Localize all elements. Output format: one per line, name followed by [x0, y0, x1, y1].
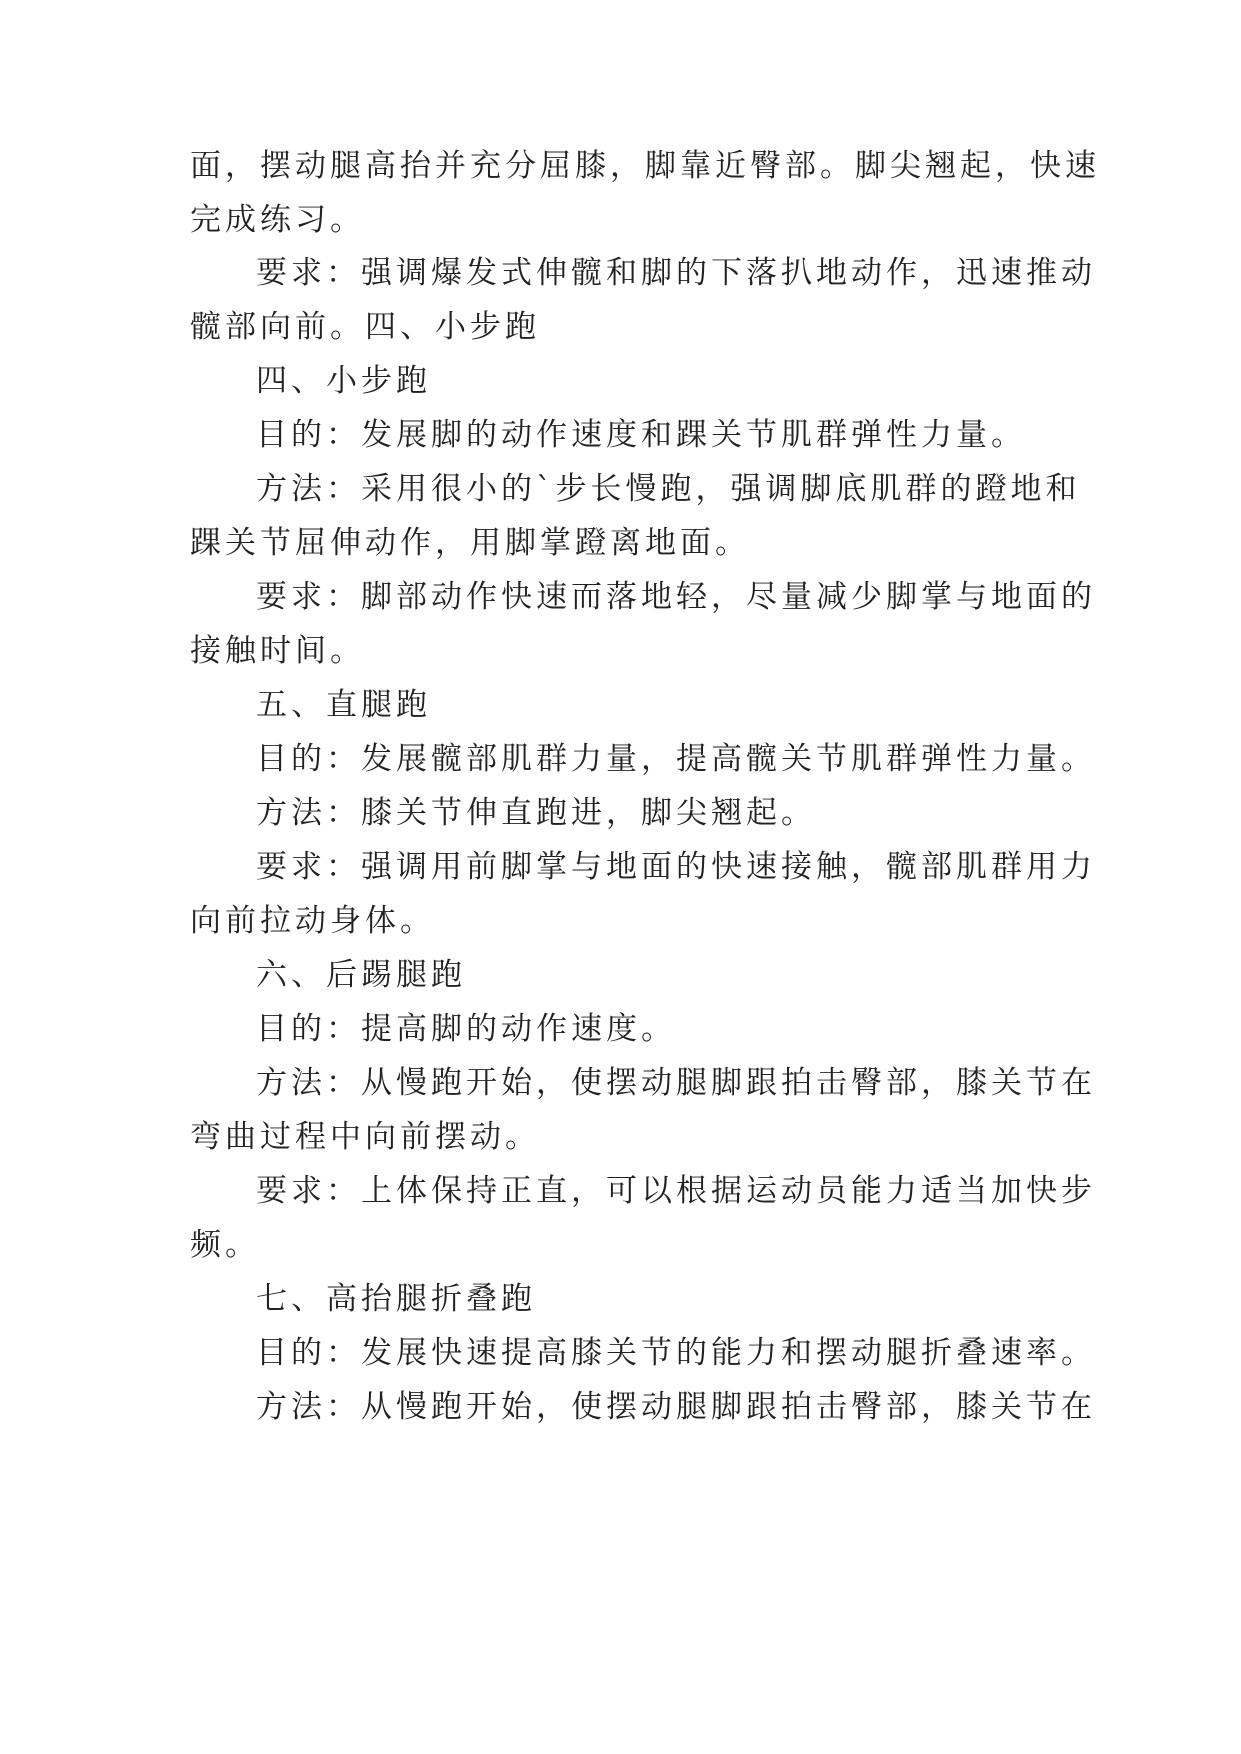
text-line: 目的：发展髋部肌群力量，提高髋关节肌群弹性力量。 [256, 741, 1096, 777]
text-line: 目的：发展快速提高膝关节的能力和摆动腿折叠速率。 [256, 1335, 1096, 1371]
text-line: 方法：采用很小的`步长慢跑，强调脚底肌群的蹬地和 [256, 471, 1081, 507]
text-line: 要求：上体保持正直，可以根据运动员能力适当加快步 [256, 1173, 1096, 1209]
text-line: 目的：提高脚的动作速度。 [256, 1011, 676, 1047]
text-line: 髋部向前。四、小步跑 [190, 309, 540, 345]
text-line: 目的：发展脚的动作速度和踝关节肌群弹性力量。 [256, 417, 1026, 453]
section-heading: 七、高抬腿折叠跑 [256, 1281, 536, 1317]
text-line: 频。 [190, 1227, 260, 1263]
text-line: 接触时间。 [190, 633, 365, 669]
text-line: 方法：膝关节伸直跑进，脚尖翘起。 [256, 795, 816, 831]
text-line: 要求：脚部动作快速而落地轻，尽量减少脚掌与地面的 [256, 579, 1096, 615]
text-line: 方法：从慢跑开始，使摆动腿脚跟拍击臀部，膝关节在 [256, 1065, 1096, 1101]
text-line: 要求：强调爆发式伸髋和脚的下落扒地动作，迅速推动 [256, 255, 1096, 291]
text-line: 踝关节屈伸动作，用脚掌蹬离地面。 [190, 525, 750, 561]
text-line: 面，摆动腿高抬并充分屈膝，脚靠近臀部。脚尖翘起，快速 [190, 148, 1100, 184]
text-line: 弯曲过程中向前摆动。 [190, 1119, 540, 1155]
text-line: 完成练习。 [190, 202, 365, 238]
section-heading: 五、直腿跑 [256, 687, 431, 723]
text-line: 要求：强调用前脚掌与地面的快速接触，髋部肌群用力 [256, 849, 1096, 885]
text-line: 方法：从慢跑开始，使摆动腿脚跟拍击臀部，膝关节在 [256, 1389, 1096, 1425]
section-heading: 四、小步跑 [256, 363, 431, 399]
section-heading: 六、后踢腿跑 [256, 957, 466, 993]
text-line: 向前拉动身体。 [190, 903, 435, 939]
